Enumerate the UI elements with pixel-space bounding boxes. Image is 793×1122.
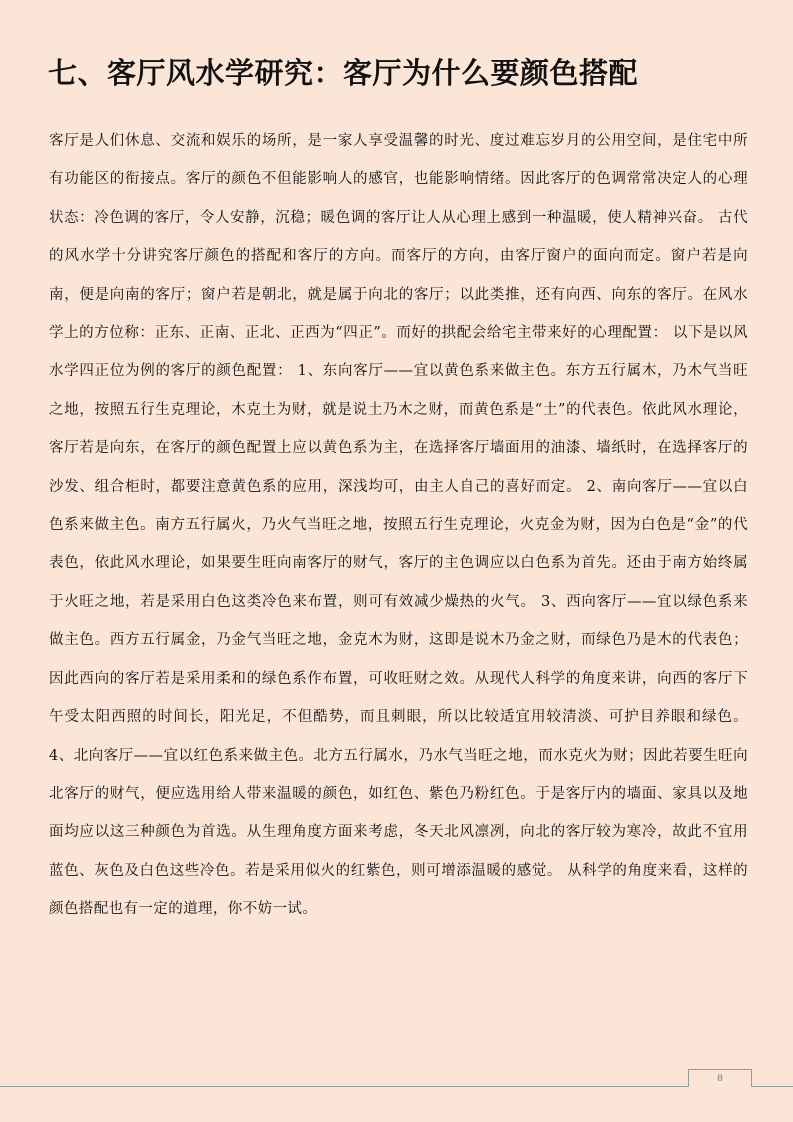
page-title: 七、客厅风水学研究：客厅为什么要颜色搭配 [48, 56, 639, 90]
body-paragraph: 客厅是人们休息、交流和娱乐的场所，是一家人享受温馨的时光、度过难忘岁月的公用空间，是住宅中所有功能区的衔接点。客厅的颜色不但能影响人的感官，也能影响情绪。因此客厅的色调常常决定人的心理状态：冷色调的客厅，令人安静，沉稳；暖色调的客厅让人从心理上感到一种温暖，使人精神兴奋。 古代的风水学十分讲究客厅颜色的搭配和客厅的方向。而客厅的方向，由客厅窗户的面向而定。窗户若是向南，便是向南的客厅；窗户若是朝北，就是属于向北的客厅；以此类推，还有向西、向东的客厅。在风水学上的方位称：正东、正南、正北、正西为“四正”。而好的拱配会给宅主带来好的心理配置： 以下是以风水学四正位为例的客厅的颜色配置： 1、东向客厅——宜以黄色系来做主色。东方五行属木，乃木气当旺之地，按照五行生克理论，木克土为财，就是说土乃木之财，而黄色系是“土”的代表色。依此风水理论，客厅若是向东，在客厅的颜色配置上应以黄色系为主，在选择客厅墙面用的油漆、墙纸时，在选择客厅的沙发、组合柜时，都要注意黄色系的应用，深浅均可，由主人自己的喜好而定。 2、南向客厅——宜以白色系来做主色。南方五行属火，乃火气当旺之地，按照五行生克理论，火克金为财，因为白色是“金”的代表色，依此风水理论，如果要生旺向南客厅的财气，客厅的主色调应以白色系为首先。还由于南方始终属于火旺之地，若是采用白色这类冷色来布置，则可有效减少燥热的火气。 3、西向客厅——宜以绿色系来做主色。西方五行属金，乃金气当旺之地，金克木为财，这即是说木乃金之财，而绿色乃是木的代表色；因此西向的客厅若是采用柔和的绿色系作布置，可收旺财之效。从现代人科学的角度来讲，向西的客厅下午受太阳西照的时间长，阳光足，不但酷势，而且刺眼，所以比较适宜用较清淡、可护目养眼和绿色。 4、北向客厅——宜以红色系来做主色。北方五行属水，乃水气当旺之地，而水克火为财；因此若要生旺向北客厅的财气，便应选用给人带来温暖的颜色，如红色、紫色乃粉红色。于是客厅内的墙面、家具以及地面均应以这三种颜色为首选。从生理角度方面来考虑，冬天北风凛冽，向北的客厅较为寒冷，故此不宜用蓝色、灰色及白色这些冷色。若是采用似火的红紫色，则可增添温暖的感觉。 从科学的角度来看，这样的颜色搭配也有一定的道理，你不妨一试。 [49, 133, 748, 918]
page-number: 8 [688, 1069, 752, 1087]
footer-divider [0, 1086, 793, 1087]
